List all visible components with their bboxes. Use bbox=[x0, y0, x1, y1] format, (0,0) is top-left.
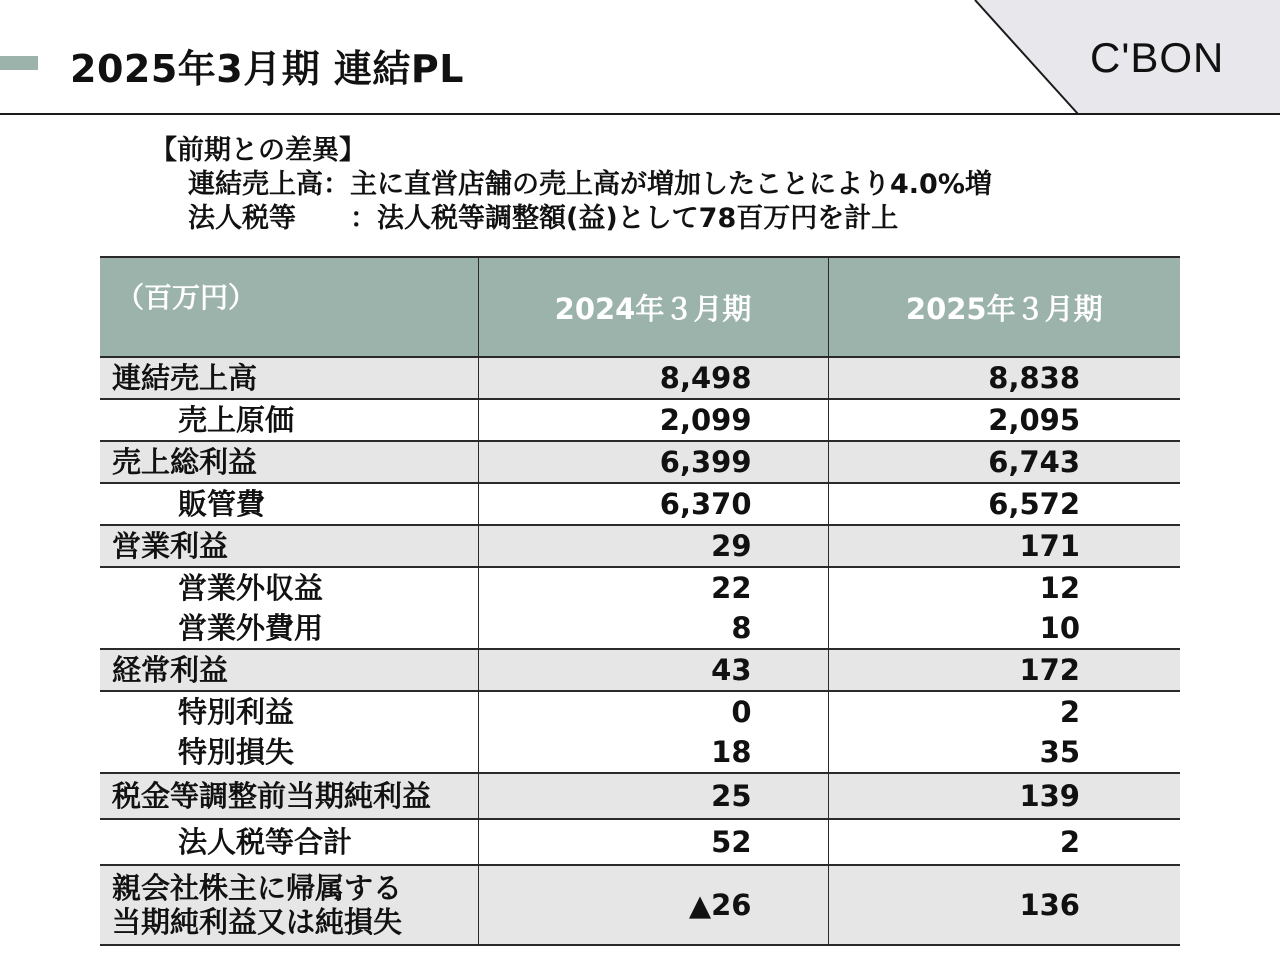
value-2025: 2 bbox=[828, 819, 1180, 865]
page-title: 2025年3月期 連結PL bbox=[70, 47, 464, 91]
value-2024: 6,370 bbox=[478, 483, 828, 525]
row-label-line1: 親会社株主に帰属する bbox=[112, 871, 403, 905]
note-tax-label: 法人税等 bbox=[188, 203, 296, 234]
value-2024: 8,498 bbox=[478, 357, 828, 399]
column-header-2025: 2025年３月期 bbox=[828, 257, 1180, 357]
value-2025: 12 bbox=[828, 567, 1180, 608]
difference-notes bbox=[150, 134, 992, 236]
row-label: 売上総利益 bbox=[100, 441, 478, 483]
table-header-row bbox=[100, 257, 1180, 357]
value-2024: 22 bbox=[478, 567, 828, 608]
row-label: 販管費 bbox=[100, 483, 478, 525]
row-label: 特別損失 bbox=[100, 732, 478, 773]
table-row bbox=[100, 441, 1180, 483]
value-2025: 10 bbox=[828, 608, 1180, 649]
note-sales-label: 連結売上高 bbox=[188, 169, 323, 200]
value-2025: 136 bbox=[828, 865, 1180, 945]
note-tax-text: ：法人税等調整額(益)として78百万円を計上 bbox=[350, 203, 899, 234]
table-row bbox=[100, 819, 1180, 865]
slide-header bbox=[0, 0, 1280, 116]
value-2024: 8 bbox=[478, 608, 828, 649]
row-label: 営業利益 bbox=[100, 525, 478, 567]
header-divider bbox=[0, 113, 1280, 115]
row-label: 経常利益 bbox=[100, 649, 478, 691]
value-2025: 6,572 bbox=[828, 483, 1180, 525]
value-2025: 172 bbox=[828, 649, 1180, 691]
value-2024: 6,399 bbox=[478, 441, 828, 483]
value-2024: 43 bbox=[478, 649, 828, 691]
row-label: 特別利益 bbox=[100, 691, 478, 732]
table-row bbox=[100, 608, 1180, 649]
table-row bbox=[100, 483, 1180, 525]
value-2025: 8,838 bbox=[828, 357, 1180, 399]
value-2025: 2 bbox=[828, 691, 1180, 732]
value-2025: 139 bbox=[828, 773, 1180, 819]
row-label: 税金等調整前当期純利益 bbox=[100, 773, 478, 819]
table-row bbox=[100, 357, 1180, 399]
value-2024: ▲26 bbox=[478, 865, 828, 945]
row-label bbox=[100, 865, 478, 945]
value-2024: 52 bbox=[478, 819, 828, 865]
table-row bbox=[100, 567, 1180, 608]
row-label: 法人税等合計 bbox=[100, 819, 478, 865]
table-row bbox=[100, 691, 1180, 732]
value-2024: 29 bbox=[478, 525, 828, 567]
note-sales bbox=[188, 168, 992, 202]
note-sales-text: ：主に直営店舗の売上高が増加したことにより4.0%増 bbox=[323, 169, 992, 200]
unit-label: （百万円） bbox=[100, 257, 478, 357]
row-label: 連結売上高 bbox=[100, 357, 478, 399]
notes-heading: 【前期との差異】 bbox=[150, 135, 366, 166]
value-2024: 25 bbox=[478, 773, 828, 819]
row-label: 営業外費用 bbox=[100, 608, 478, 649]
value-2024: 0 bbox=[478, 691, 828, 732]
logo-background bbox=[0, 0, 1280, 116]
company-logo: C'BON bbox=[1090, 34, 1225, 81]
row-label: 売上原価 bbox=[100, 399, 478, 441]
value-2025: 171 bbox=[828, 525, 1180, 567]
table-row bbox=[100, 773, 1180, 819]
table-row bbox=[100, 525, 1180, 567]
value-2024: 2,099 bbox=[478, 399, 828, 441]
table-row bbox=[100, 732, 1180, 773]
note-tax bbox=[188, 202, 992, 236]
column-header-2024: 2024年３月期 bbox=[478, 257, 828, 357]
table-row bbox=[100, 399, 1180, 441]
table-row bbox=[100, 649, 1180, 691]
value-2025: 2,095 bbox=[828, 399, 1180, 441]
table-row bbox=[100, 865, 1180, 945]
value-2025: 6,743 bbox=[828, 441, 1180, 483]
value-2024: 18 bbox=[478, 732, 828, 773]
consolidated-pl-table bbox=[100, 256, 1180, 946]
row-label-line2: 当期純利益又は純損失 bbox=[112, 905, 403, 939]
value-2025: 35 bbox=[828, 732, 1180, 773]
row-label: 営業外収益 bbox=[100, 567, 478, 608]
